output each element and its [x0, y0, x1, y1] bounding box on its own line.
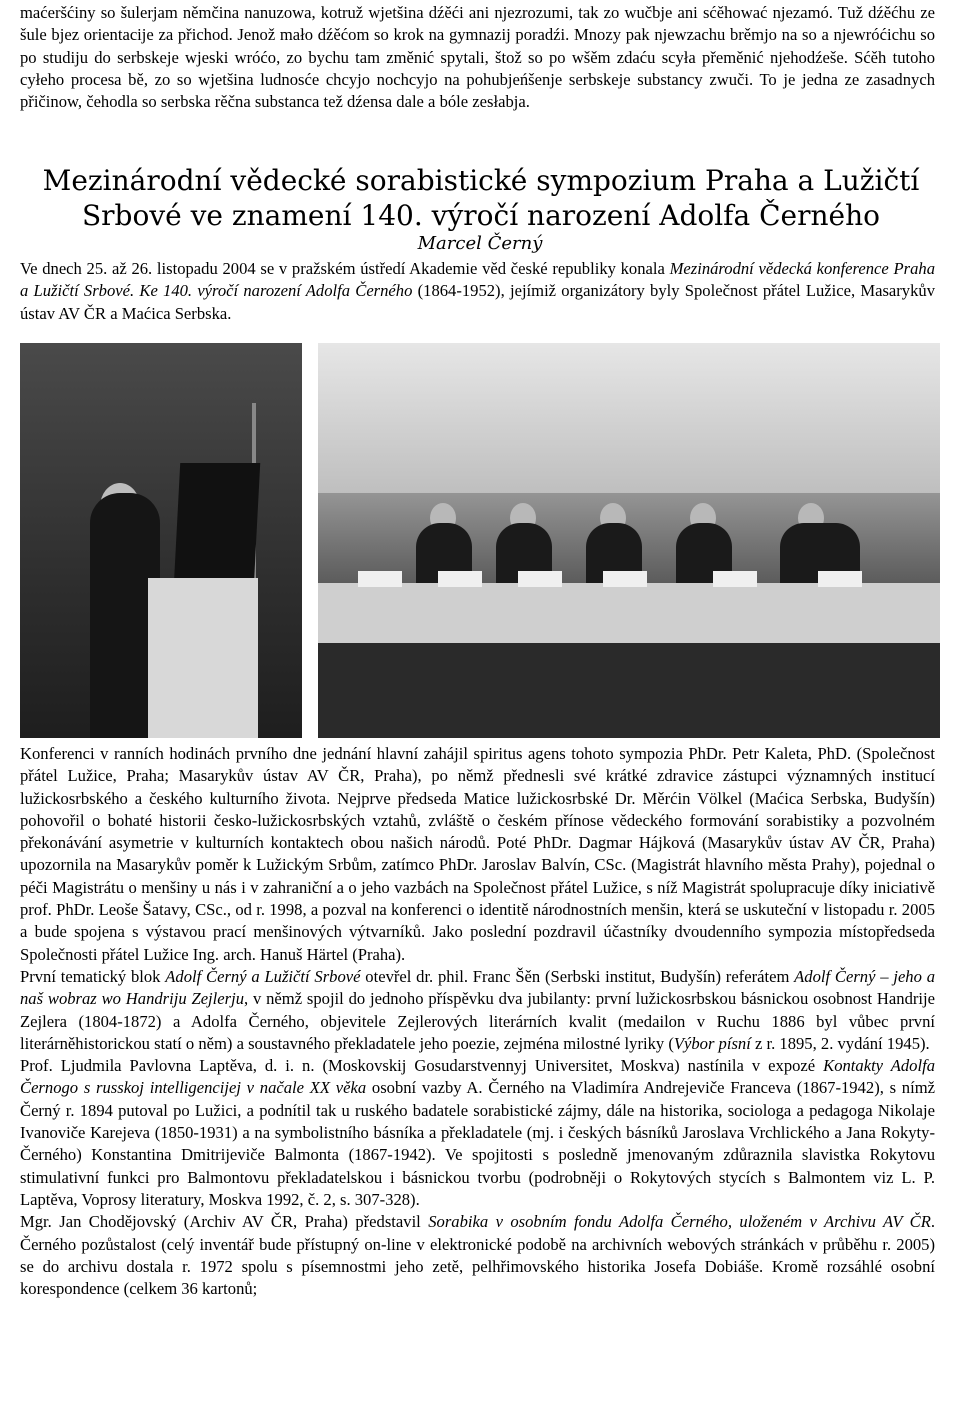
speaker-photo [20, 343, 302, 738]
paragraph: Konferenci v ranních hodinách prvního dne jednání hlavní zahájil spiritus agens tohoto sympozia PhDr. Petr Kaleta, PhD. (Společnost přátel Lužice, Praha; Masarykův ústav AV ČR, Praha), po němž přednesli své krátké zdravice zástupci významných institucí lužickosrbského a českého kulturního života. Nejprve předseda Matice lužickosrbské Dr. Měrćin Völkel (Maćica Serbska, Budyšín) pohovořil o bohaté historii česko-lužickosrbských vztahů, zvláště o českém přínose vědeckého formování sorabistiky a pozvolném překonávání asymetrie v kulturních kontaktech obou našich národů. Poté PhDr. Dagmar Hájková (Masarykův ústav AV ČR, Praha) upozornila na Masarykův poměr k Lužickým Srbům, zatímco PhDr. Jaroslav Balvín, CSc. (Magistrát hlavního města Prahy), pojednal o péči Magistrátu o menšiny u nás i v zahraniční a o jeho vazbách na Společnost přátel Lužice, s níž Magistrát spolupracuje díky iniciativě prof. PhDr. Leoše Šatavy, CSc., od r. 1998, a pozval na konferenci o identitě národnostních menšin, která se uskuteční v listopadu r. 2005 a bude spojena s výstavou prací menšinových výtvarníků. Jako poslední pozdravil účastníky dvoudenního sympozia místopředseda Společnosti přátel Lužice Ing. arch. Hanuš Härtel (Praha). [20, 744, 935, 964]
nameplate [438, 571, 482, 587]
nameplate [713, 571, 757, 587]
panel-table [318, 583, 940, 643]
top-paragraph: maćeršćiny so šulerjam němčina nanuzowa, kotruž wjetšina dźěći ani njezrozumi, tak zo wučbje ani sćěhować njezamó. Tuž dźěćhu ze šule bjez orientacije za přichod. Jenož mało dźěćom so krok na gymnazij poradźi. Mnozy pak njewzachu brěmjo na so a njewróćichu so po studiju do serbskeje wjeski wróćo, zo bychu tam změnić spytali, štož so po wšěm zdaću scyła přeměnić njehodźeše. Sćěh tutoho cyłeho procesa bě, zo so wjetšina ludnosće chcyjo nochcyjo na pohubjeńšenje serbskeje substancy zwuči. To je jedna ze zasadnych přičinow, čehodla so serbska rěčna substanca tež dźensa dale a bóle zesłabja. [20, 3, 935, 112]
panel-table-front [318, 643, 940, 738]
italic-title: Sorabika v osobním fondu Adolfa Černého, uloženém v Archivu AV ČR [428, 1212, 931, 1232]
intro-paragraph [20, 258, 935, 325]
paragraph [20, 966, 935, 1055]
nameplate [358, 571, 402, 587]
italic-title: Kontakty Adolfa Černogo s russkoj intelligencijej v načale XX věka [20, 1056, 935, 1098]
italic-title: Výbor písní [673, 1033, 751, 1053]
text-span: osobní vazby A. Černého na Vladimíra Andrejeviče Franceva (1867-1942), s nímž Černý r. 1894 putoval po Lužici, a podnítil tak u ruského badatele sorabistické zájmy, dále na historika, sociologa a pedagoga Nikolaje Ivanoviče Karejeva (1850-1931) a na symbolistního básníka a překladatele (mj. i českých básníků Jaroslava Vrchlického a Jana Rokyty-Černého) Konstantina Dmitrijeviče Balmonta (1867-1942). Ve spojitosti s posledně jmenovaným zdůraznila slavistka Rokytovu stimulativní funkci pro Balmontovu překladatelskou i básnickou tvorbu (podrobněji o Rokytových stycích s Balmontem viz L. P. Laptěva, Voprosy literatury, Moskva 1992, č. 2, s. 307-328). [20, 1078, 935, 1209]
text-span: otevřel dr. phil. Franc Šěn (Serbski institut, Budyšín) referátem [360, 966, 795, 986]
article-author: Marcel Černý [417, 233, 543, 254]
article-title [6, 163, 956, 233]
nameplate [603, 571, 647, 587]
lectern [148, 578, 258, 738]
text-span: Prof. Ljudmila Pavlovna Laptěva, d. i. n. (Moskovskij Gosudarstvennyj Universitet, Moskva) nastínila v expozé [20, 1056, 824, 1076]
nameplate [818, 571, 862, 587]
text-span: . Černého pozůstalost (celý inventář bude přístupný on-line v elektronické podobě na archivních webových stránkách v průběhu r. 2005) se do archivu dostala r. 1972 spolu s písemnostmi jeho zetě, pelhřimovského historika Josefa Dobiáše. Kromě rozsáhlé osobní korespondence (celkem 36 kartonů; [20, 1212, 935, 1299]
text-span: První tematický blok [20, 966, 166, 986]
intro-text-1: Ve dnech 25. až 26. listopadu 2004 se v pražském ústředí Akademie věd české republiky konala [20, 259, 670, 278]
text-span: z r. 1895, 2. vydání 1945). [750, 1033, 930, 1053]
article-title-line-2: Srbové ve znamení 140. výročí narození Adolfa Černého [81, 199, 881, 232]
text-span: Mgr. Jan Chodějovský (Archiv AV ČR, Praha) představil [20, 1212, 429, 1232]
projection-wall [318, 343, 940, 493]
paragraph [20, 1055, 935, 1211]
intro-text-2: (1864-1952), jejímiž organizátory byly Společnost přátel Lužice, Masarykův ústav AV ČR a Maćica Serbska. [20, 281, 935, 323]
article-body [20, 743, 935, 1300]
italic-title: Adolf Černý a Lužičtí Srbové [165, 966, 361, 986]
italic-title: Adolf Černý – jeho a naš wobraz wo Handriju Zejlerju [20, 966, 935, 1009]
article-title-line-1: Mezinárodní vědecké sorabistické sympozium Praha a Lužičtí [42, 164, 920, 197]
intro-conference-title: Mezinárodní vědecká konference Praha a Lužičtí Srbové. Ke 140. výročí narození Adolfa Černého [20, 259, 935, 301]
paragraph [20, 1211, 935, 1300]
text-span: , v němž spojil do jednoho příspěvku dva jubilanty: první lužickosrbskou básnickou osobnost Handrije Zejlera (1804-1872) a Adolfa Černého, objevitele Zejlerových literárních kvalit (medailon v Ruchu 1886 byl vůbec první literárněhistorickou statí o něm) a soustavného překladatele jeho poezie, zejména milostné lyriky ( [20, 989, 935, 1053]
nameplate [518, 571, 562, 587]
panel-photo [318, 343, 940, 738]
